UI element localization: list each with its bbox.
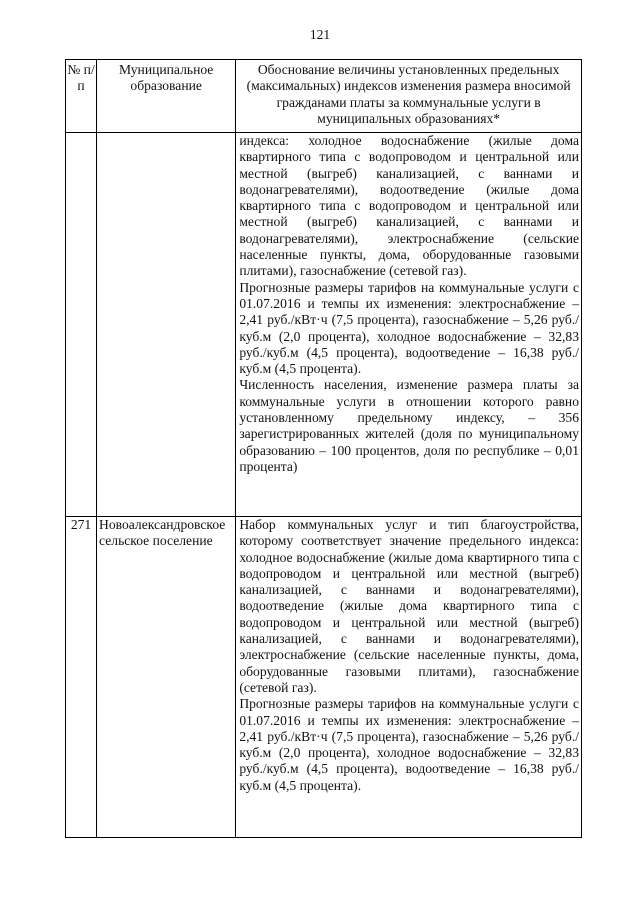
table-row xyxy=(66,133,582,517)
row-municipality xyxy=(97,133,236,517)
table-row xyxy=(66,517,582,838)
row-justification xyxy=(236,517,582,838)
row-justification xyxy=(236,133,582,517)
header-municipality: Муниципальное образование xyxy=(97,60,236,133)
header-number: № п/п xyxy=(66,60,97,133)
row-number: 271 xyxy=(66,517,97,838)
justification-paragraph: Численность населения, изменение размера платы за коммунальные услуги в отношении которого равно установленному предельному индексу, – 356 зарегистрированных жителей (доля по муниципальному образованию – 100 процентов, доля по республике – 0,01 процента) xyxy=(239,377,579,474)
justification-paragraph: Прогнозные размеры тарифов на коммунальные услуги с 01.07.2016 и темпы их изменения: электроснабжение – 2,41 руб./кВт·ч (7,5 процента), газоснабжение – 5,26 руб./куб.м (2,0 процента), холодное водоснабжение – 32,83 руб./куб.м (4,5 процента), водоотведение – 16,38 руб./куб.м (4,5 процента). xyxy=(239,279,579,377)
page-number: 121 xyxy=(309,27,331,42)
tariff-index-table xyxy=(65,59,582,838)
justification-paragraph: Набор коммунальных услуг и тип благоустройства, которому соответствует значение предельного индекса: холодное водоснабжение (жилые дома квартирного типа с водопроводом и центральной или местной (выгреб) канализацией, с ваннами и водонагревателями), водоотведение (жилые дома квартирного типа с водопроводом и центральной или местной (выгреб) канализацией, с ваннами и водонагревателями), электроснабжение (сельские населенные пункты, дома, оборудованные газовыми плитами), газоснабжение (сетевой газ). xyxy=(239,517,579,695)
justification-paragraph: Прогнозные размеры тарифов на коммунальные услуги с 01.07.2016 и темпы их изменения: электроснабжение – 2,41 руб./кВт·ч (7,5 процента), газоснабжение – 5,26 руб./куб.м (2,0 процента), холодное водоснабжение – 32,83 руб./куб.м (4,5 процента), водоотведение – 16,38 руб./куб.м (4,5 процента). xyxy=(239,696,579,793)
row-number xyxy=(66,133,97,517)
header-justification: Обоснование величины установленных предельных (максимальных) индексов изменения размера вносимой гражданами платы за коммунальные услуги в муниципальных образованиях* xyxy=(236,60,582,133)
row-municipality: Новоалександровское сельское поселение xyxy=(97,517,236,838)
justification-paragraph: индекса: холодное водоснабжение (жилые дома квартирного типа с водопроводом и центральной или местной (выгреб) канализацией, с ваннами и водонагревателями), водоотведение (жилые дома квартирного типа с водопроводом и центральной или местной (выгреб) канализацией, с ваннами и водонагревателями), электроснабжение (сельские населенные пункты, дома, оборудованные газовыми плитами), газоснабжение (сетевой газ). xyxy=(239,133,579,279)
table-header-row xyxy=(66,60,582,133)
